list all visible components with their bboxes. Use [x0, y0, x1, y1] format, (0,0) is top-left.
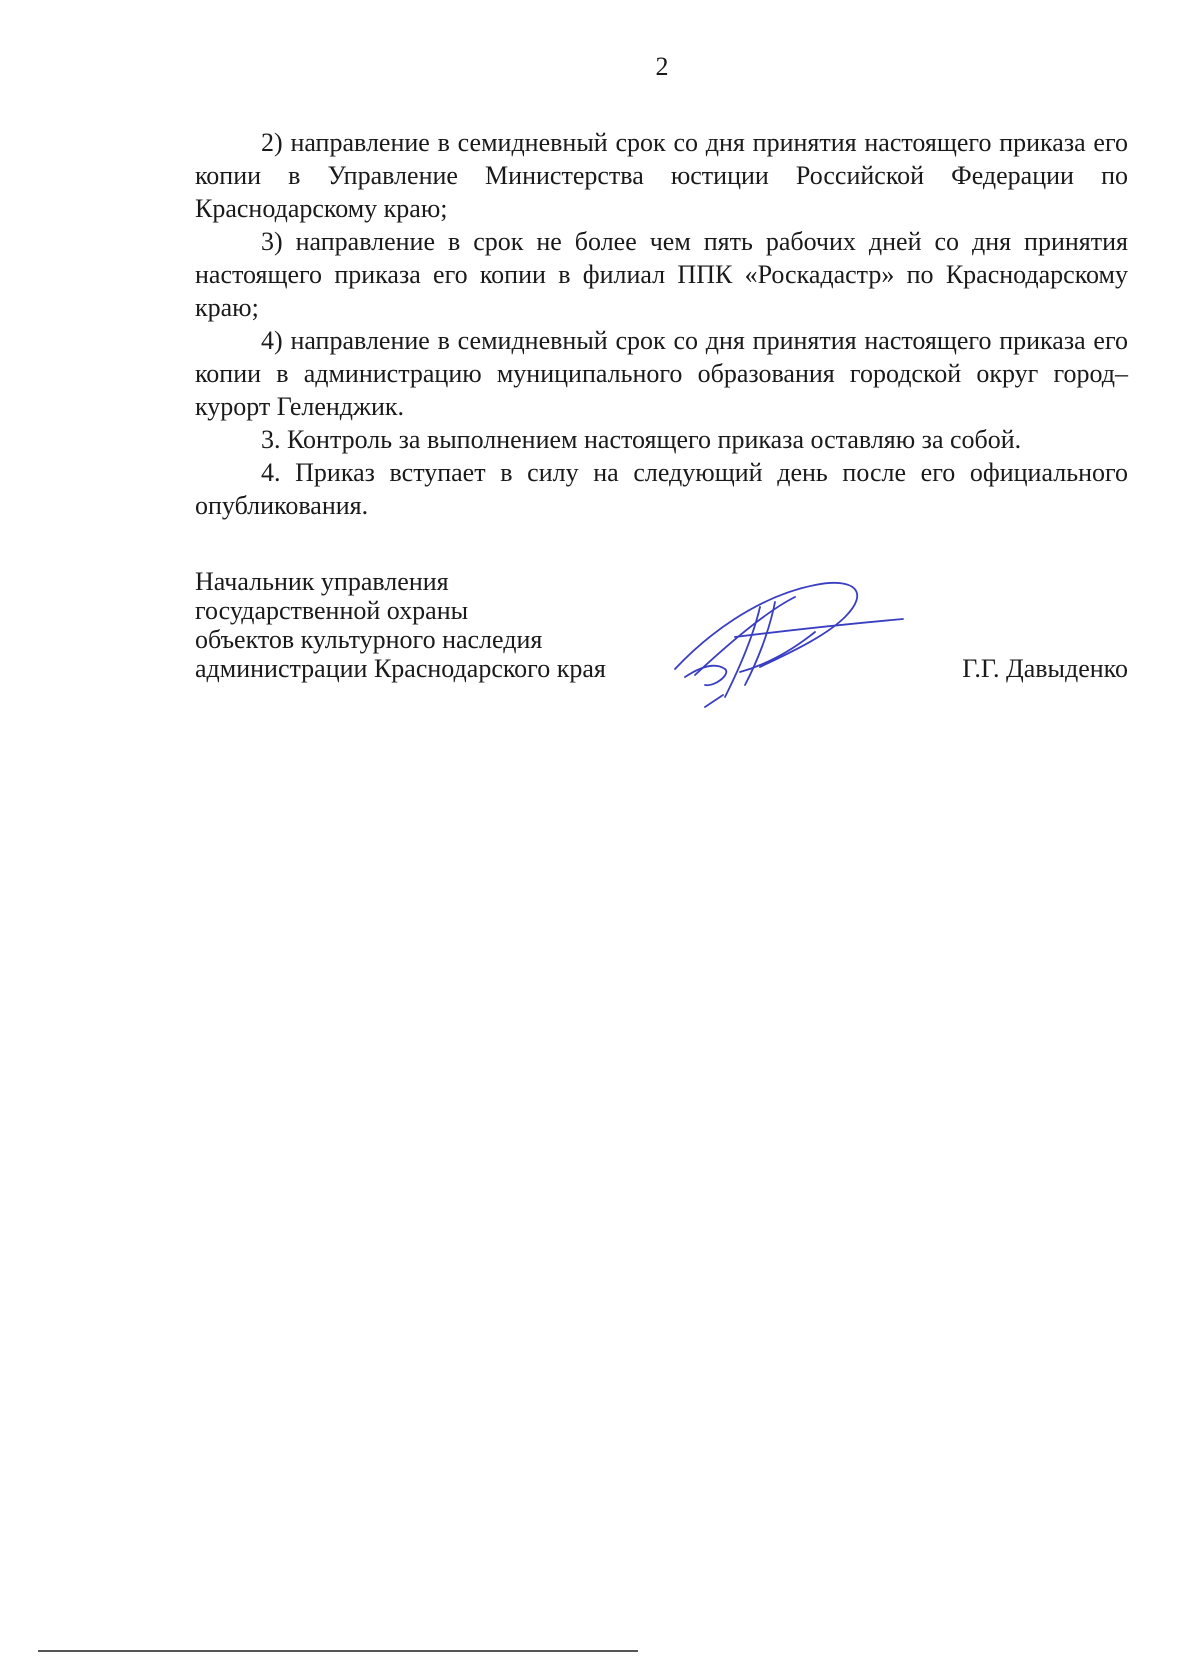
signatory-position-line: государственной охраны [195, 596, 469, 625]
signature-block [195, 567, 1128, 737]
document-body [195, 126, 1128, 522]
signatory-name: Г.Г. Давыденко [962, 654, 1128, 683]
paragraph-control-clause: 3. Контроль за выполнением настоящего приказа оставляю за собой. [261, 425, 1022, 454]
paragraph-item-4: 4) направление в семидневный срок со дня принятия настоящего приказа его копии в администрацию муниципального образования городской округ город–курорт Геленджик. [195, 326, 1128, 421]
signatory-position-line: Начальник управления [195, 567, 449, 596]
signatory-position [195, 567, 606, 683]
page-number: 2 [655, 52, 669, 81]
paragraph-effective-clause: 4. Приказ вступает в силу на следующий день после его официального опубликования. [195, 458, 1128, 520]
paragraph-item-2: 2) направление в семидневный срок со дня принятия настоящего приказа его копии в Управление Министерства юстиции Российской Федерации по Краснодарскому краю; [195, 128, 1128, 223]
handwritten-signature [665, 577, 905, 712]
signatory-position-line: объектов культурного наследия [195, 625, 543, 654]
signatory-position-line: администрации Краснодарского края [195, 654, 606, 683]
bottom-scan-line [38, 1650, 638, 1652]
paragraph-item-3: 3) направление в срок не более чем пять рабочих дней со дня принятия настоящего приказа его копии в филиал ППК «Роскадастр» по Краснодарскому краю; [195, 227, 1128, 322]
